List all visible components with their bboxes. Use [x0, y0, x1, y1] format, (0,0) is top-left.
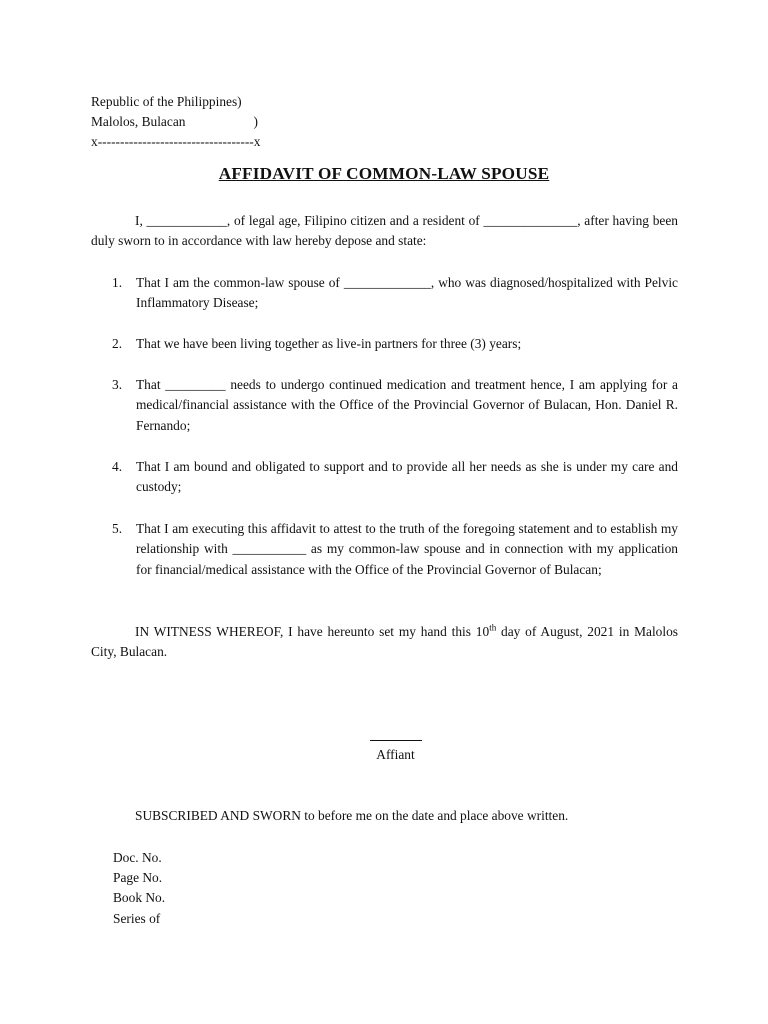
witness-ordinal: th — [489, 622, 497, 633]
venue-block — [91, 92, 351, 152]
signature-line — [370, 740, 422, 741]
jurat-text: SUBSCRIBED AND SWORN to before me on the date and place above written. — [135, 808, 569, 823]
venue-separator: x-----------------------------------x — [91, 134, 261, 149]
book-no-label: Book No. — [113, 890, 166, 906]
item-number: 4. — [112, 459, 123, 474]
witness-text-rest: day of August, 2021 in Malolos City, Bulacan. — [91, 624, 678, 660]
series-label: Series of — [113, 910, 161, 926]
venue-paren: ) — [253, 114, 258, 129]
statement-item — [91, 334, 678, 354]
item-text: That we have been living together as live-in partners for three (3) years; — [136, 336, 522, 351]
statement-item — [91, 457, 678, 498]
venue-city: Malolos, Bulacan — [91, 114, 186, 129]
statement-item — [91, 519, 678, 580]
item-number: 3. — [112, 377, 123, 392]
venue-line-country — [91, 92, 351, 112]
doc-no-label: Doc. No. — [113, 850, 162, 865]
affiant-label: Affiant — [376, 747, 415, 762]
venue-country: Republic of the Philippines — [91, 94, 238, 109]
intro-paragraph: I, ____________, of legal age, Filipino citizen and a resident of ______________, after having been duly sworn to in accordance with law hereby depose and state: — [91, 213, 678, 249]
venue-paren: ) — [237, 94, 242, 109]
item-text: That I am bound and obligated to support and to provide all her needs as she is under my care and custody; — [136, 459, 678, 495]
document-title: AFFIDAVIT OF COMMON-LAW SPOUSE — [218, 164, 550, 183]
notary-block — [113, 848, 165, 929]
statement-item — [91, 375, 678, 436]
venue-line-city — [91, 112, 351, 132]
item-number: 1. — [112, 275, 123, 290]
item-number: 2. — [112, 336, 123, 351]
statement-item — [91, 273, 678, 314]
item-number: 5. — [112, 521, 123, 536]
item-text: That _________ needs to undergo continued medication and treatment hence, I am applying for a medical/financial assistance with the Office of the Provincial Governor of Bulacan, Hon. Daniel R. Fernando; — [136, 377, 678, 433]
item-text: That I am the common-law spouse of _____________, who was diagnosed/hospitalized with Pelvic Inflammatory Disease; — [136, 275, 678, 311]
item-text: That I am executing this affidavit to attest to the truth of the foregoing statement and to establish my relationship with ___________ as my common-law spouse and in connection with my application for financial/medical assistance with the Office of the Provincial Governor of Bulacan; — [136, 521, 678, 577]
witness-text: IN WITNESS WHEREOF, I have hereunto set my hand this 10 — [135, 624, 490, 639]
witness-paragraph — [91, 622, 678, 663]
page-no-label: Page No. — [113, 870, 163, 886]
